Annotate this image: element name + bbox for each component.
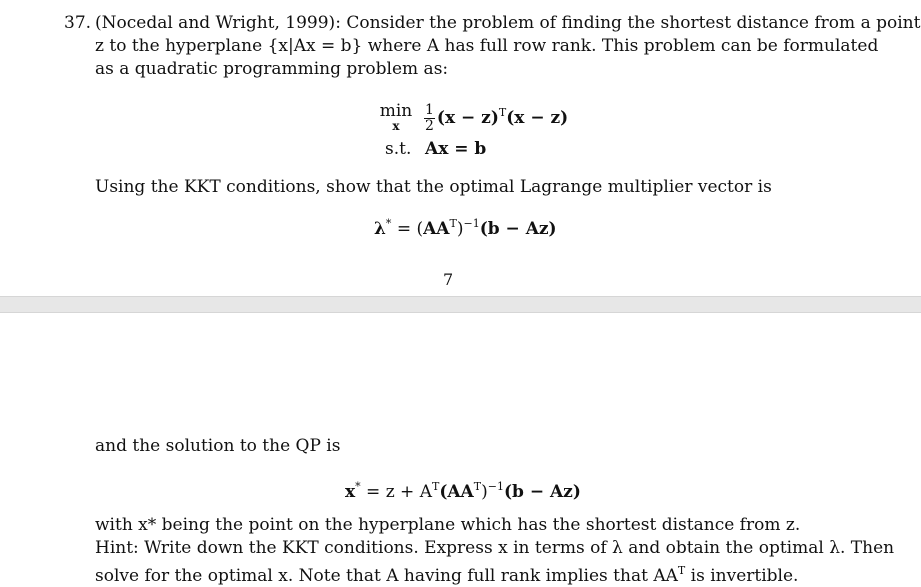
lambda-formula [374, 213, 557, 240]
hint-line-1: Hint: Write down the KKT conditions. Express x in terms of λ and obtain the optimal λ. Then [95, 538, 895, 558]
transpose-sup: T [498, 106, 507, 119]
lambda-rest: (b − Az) [479, 219, 557, 239]
objective-left: (x − z) [436, 108, 499, 128]
lambda-inverse: −1 [463, 217, 480, 230]
with-line: with x* being the point on the hyperplane which has the shortest distance from z. [95, 515, 801, 535]
objective-expression [422, 96, 568, 135]
objective-right: (x − z) [506, 108, 569, 128]
x-star: * [355, 480, 361, 493]
x-rest: (b − Az) [503, 482, 581, 502]
intro-line-1: (Nocedal and Wright, 1999): Consider the problem of finding the shortest distance from a point [95, 13, 921, 33]
page-separator [0, 296, 921, 313]
x-mid: (AA [439, 482, 474, 502]
min-variable: x [392, 119, 400, 133]
x-formula [345, 476, 581, 503]
half-numerator: 1 [425, 102, 434, 118]
x-aa-transpose: T [473, 480, 482, 493]
kkt-sentence: Using the KKT conditions, show that the optimal Lagrange multiplier vector is [95, 177, 772, 197]
lambda-symbol: λ [374, 219, 386, 239]
intro-line-3: as a quadratic programming problem as: [95, 59, 449, 79]
x-inverse: −1 [487, 480, 504, 493]
half-denominator: 2 [425, 118, 434, 134]
lambda-aa-transpose: T [449, 217, 457, 230]
constraint-label: s.t. [385, 139, 412, 159]
min-word: min [379, 101, 413, 121]
x-symbol: x [345, 482, 356, 502]
lambda-close: ) [456, 219, 464, 239]
constraint-expression: Ax = b [425, 139, 487, 159]
lambda-aa: AA [423, 219, 450, 239]
x-eq: = z + A [360, 482, 432, 502]
lambda-star: * [385, 217, 392, 230]
x-close: ) [481, 482, 488, 502]
min-operator [378, 101, 414, 134]
hint-line-2-post: is invertible. [685, 566, 799, 586]
problem-number: 37. [64, 13, 92, 33]
page-bottom [0, 313, 921, 586]
lambda-eq: = ( [391, 219, 424, 239]
intro-line-2: z to the hyperplane {x|Ax = b} where A has full row rank. This problem can be formulated [95, 36, 879, 56]
half-fraction [424, 103, 435, 134]
page-number: 7 [443, 270, 454, 289]
hint-transpose: T [677, 564, 686, 577]
qp-sentence: and the solution to the QP is [95, 436, 341, 456]
hint-line-2 [95, 560, 798, 587]
x-a-transpose: T [431, 480, 440, 493]
hint-line-2-pre: solve for the optimal x. Note that A having full rank implies that AA [95, 566, 678, 586]
